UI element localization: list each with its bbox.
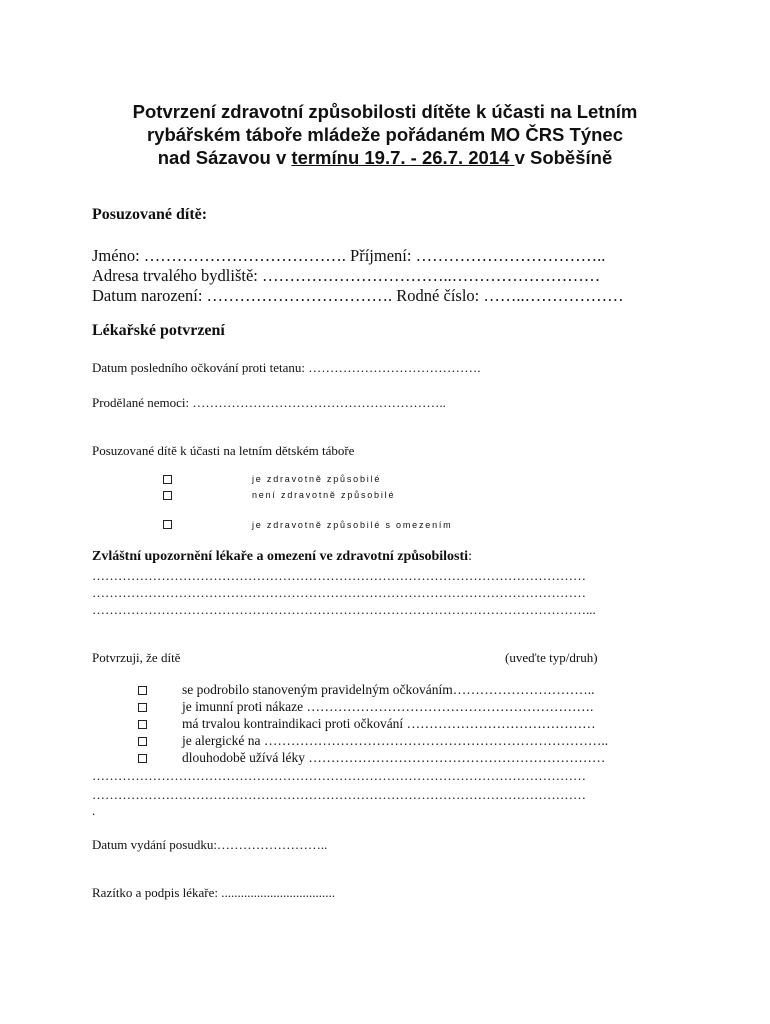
child-address-line: Adresa trvalého bydliště: ……………………………..………………………: [92, 266, 601, 285]
special-notice-colon: :: [468, 549, 472, 564]
child-birth-line: Datum narození: ……………………………. Rodné číslo: ……..………………: [92, 286, 624, 305]
confirmation-trailing-dot: .: [92, 803, 96, 818]
title-line-3-post: v Soběšíně: [514, 147, 613, 168]
special-notice-heading: [92, 549, 472, 565]
title-line-3: [60, 146, 710, 169]
confirmation-extra-line-1: ……………………………………………………………………………………………………: [92, 768, 586, 783]
allergic-checkbox[interactable]: [138, 737, 147, 746]
diseases-line: Prodělané nemoci: …………………………………………………..: [92, 395, 446, 410]
option-fit-limited-label: je zdravotně způsobilé s omezením: [252, 520, 453, 530]
special-notice-heading-text: Zvláštní upozornění lékaře a omezení ve zdravotní způsobilosti: [92, 549, 469, 564]
confirm-item-contraindication: má trvalou kontraindikaci proti očkování ……………………………………: [182, 716, 596, 731]
title-line-1: Potvrzení zdravotní způsobilosti dítěte k účasti na Letním: [132, 101, 638, 122]
medication-checkbox[interactable]: [138, 754, 147, 763]
confirmation-label: Potvrzuji, že dítě: [92, 650, 181, 665]
title-term-dates: termínu 19.7. - 26.7. 2014: [291, 147, 515, 168]
special-notice-line-2: ……………………………………………………………………………………………………: [92, 585, 586, 600]
signature-line: Razítko a podpis lékaře: ...................................: [92, 885, 335, 900]
title-line-2: rybářském táboře mládeže pořádaném MO ČRS Týnec: [146, 124, 624, 145]
vaccinated-checkbox[interactable]: [138, 686, 147, 695]
camp-statement: Posuzované dítě k účasti na letním dětském táboře: [92, 443, 355, 458]
special-notice-line-3: ……………………………………………………………………………………………………...: [92, 602, 596, 617]
immune-checkbox[interactable]: [138, 703, 147, 712]
document-title: [60, 100, 710, 169]
confirm-item-medication: dlouhodobě užívá léky …………………………………………………………: [182, 750, 606, 765]
unfit-checkbox[interactable]: [163, 491, 172, 500]
confirm-item-allergic: je alergické na …………………………………………………………………..: [182, 733, 609, 748]
fit-limited-checkbox[interactable]: [163, 520, 172, 529]
child-section-heading: Posuzované dítě:: [92, 206, 208, 223]
tetanus-line: Datum posledního očkování proti tetanu: ………………………………….: [92, 360, 481, 375]
contraindication-checkbox[interactable]: [138, 720, 147, 729]
confirmation-extra-line-2: ……………………………………………………………………………………………………: [92, 787, 586, 802]
title-line-3-pre: nad Sázavou v: [157, 147, 292, 168]
confirmation-hint: (uveďte typ/druh): [505, 650, 598, 665]
confirm-item-vaccinated: se podrobilo stanoveným pravidelným očkováním…………………………..: [182, 682, 595, 697]
issue-date-line: Datum vydání posudku:……………………..: [92, 837, 328, 852]
special-notice-line-1: ……………………………………………………………………………………………………: [92, 568, 586, 583]
child-name-line: Jméno: ………………………………. Příjmení: ……………………………..: [92, 246, 606, 265]
fit-checkbox[interactable]: [163, 475, 172, 484]
medical-section-heading: Lékařské potvrzení: [92, 322, 225, 339]
option-fit-label: je zdravotně způsobilé: [252, 474, 382, 484]
confirm-item-immune: je imunní proti nákaze ……………………………………………………….: [182, 699, 594, 714]
option-unfit-label: není zdravotně způsobilé: [252, 490, 396, 500]
